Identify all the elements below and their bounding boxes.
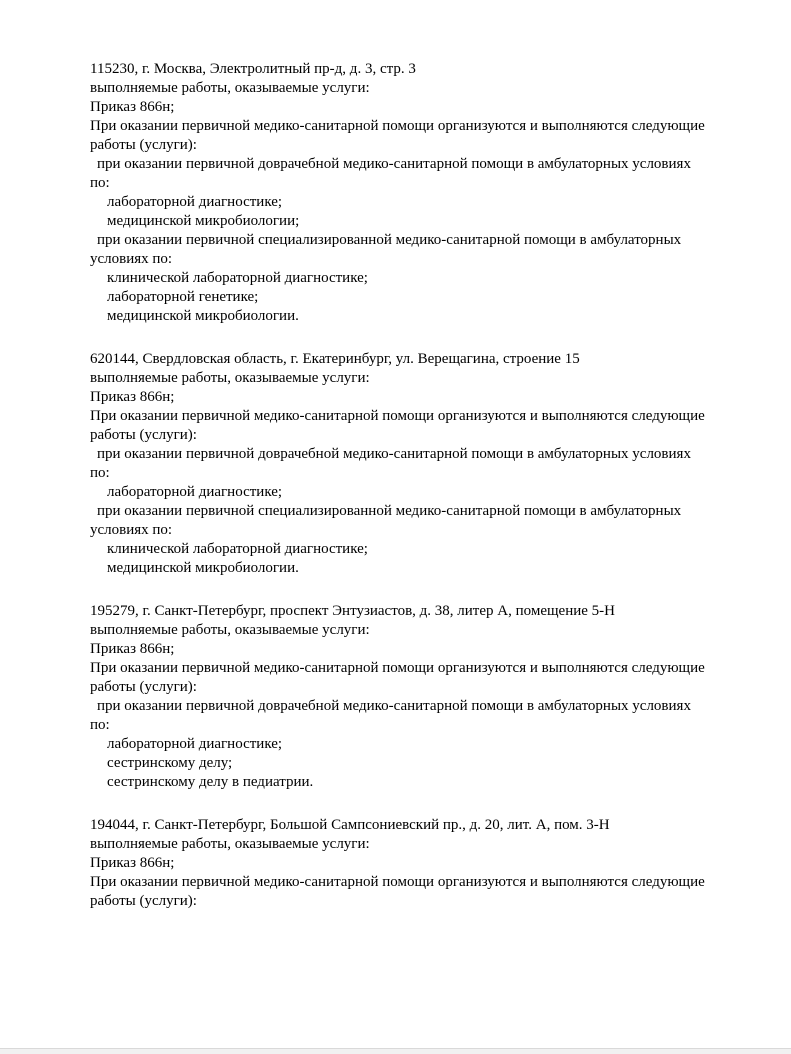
specialized-care-line: условиях по: xyxy=(90,522,173,538)
pre-medical-care-line: при оказании первичной доврачебной медико-санитарной помощи в амбулаторных условиях xyxy=(97,698,691,714)
service-item: сестринскому делу в педиатрии. xyxy=(107,774,314,790)
address-line: 115230, г. Москва, Электролитный пр-д, д. 3, стр. 3 xyxy=(90,61,416,77)
works-services-heading: выполняемые работы, оказываемые услуги: xyxy=(90,80,370,96)
works-services-heading: выполняемые работы, оказываемые услуги: xyxy=(90,370,370,386)
service-item: лабораторной диагностике; xyxy=(107,484,283,500)
pre-medical-care-line: по: xyxy=(90,175,110,191)
primary-care-intro-line: работы (услуги): xyxy=(90,893,197,909)
pre-medical-care-line: по: xyxy=(90,717,110,733)
works-services-heading: выполняемые работы, оказываемые услуги: xyxy=(90,836,370,852)
order-866n-ref: Приказ 866н; xyxy=(90,641,175,657)
order-866n-ref: Приказ 866н; xyxy=(90,99,175,115)
address-line: 195279, г. Санкт-Петербург, проспект Энтузиастов, д. 38, литер А, помещение 5-Н xyxy=(90,603,615,619)
address-block-ekaterinburg xyxy=(90,350,751,578)
service-item: лабораторной диагностике; xyxy=(107,194,283,210)
address-line: 620144, Свердловская область, г. Екатеринбург, ул. Верещагина, строение 15 xyxy=(90,351,580,367)
service-item: медицинской микробиологии. xyxy=(107,560,299,576)
service-item: клинической лабораторной диагностике; xyxy=(107,270,368,286)
order-866n-ref: Приказ 866н; xyxy=(90,855,175,871)
primary-care-intro-line: При оказании первичной медико-санитарной помощи организуются и выполняются следующие xyxy=(90,118,705,134)
pre-medical-care-line: по: xyxy=(90,465,110,481)
specialized-care-line: при оказании первичной специализированной медико-санитарной помощи в амбулаторных xyxy=(97,503,682,519)
address-line: 194044, г. Санкт-Петербург, Большой Сампсониевский пр., д. 20, лит. А, пом. 3-Н xyxy=(90,817,610,833)
primary-care-intro-line: При оказании первичной медико-санитарной помощи организуются и выполняются следующие xyxy=(90,874,705,890)
address-block-spb-sampsonievsky xyxy=(90,816,751,911)
specialized-care-line: условиях по: xyxy=(90,251,173,267)
address-block-moscow xyxy=(90,60,751,326)
service-item: клинической лабораторной диагностике; xyxy=(107,541,368,557)
specialized-care-line: при оказании первичной специализированной медико-санитарной помощи в амбулаторных xyxy=(97,232,682,248)
primary-care-intro-line: При оказании первичной медико-санитарной помощи организуются и выполняются следующие xyxy=(90,408,705,424)
service-item: медицинской микробиологии. xyxy=(107,308,299,324)
primary-care-intro-line: работы (услуги): xyxy=(90,137,197,153)
primary-care-intro-line: При оказании первичной медико-санитарной помощи организуются и выполняются следующие xyxy=(90,660,705,676)
pre-medical-care-line: при оказании первичной доврачебной медико-санитарной помощи в амбулаторных условиях xyxy=(97,446,691,462)
pre-medical-care-line: при оказании первичной доврачебной медико-санитарной помощи в амбулаторных условиях xyxy=(97,156,691,172)
service-item: лабораторной генетике; xyxy=(107,289,259,305)
service-item: сестринскому делу; xyxy=(107,755,233,771)
bottom-divider xyxy=(0,1048,791,1054)
primary-care-intro-line: работы (услуги): xyxy=(90,679,197,695)
address-blocks xyxy=(90,60,751,911)
service-item: медицинской микробиологии; xyxy=(107,213,300,229)
primary-care-intro-line: работы (услуги): xyxy=(90,427,197,443)
address-block-spb-entuziastov xyxy=(90,602,751,792)
order-866n-ref: Приказ 866н; xyxy=(90,389,175,405)
works-services-heading: выполняемые работы, оказываемые услуги: xyxy=(90,622,370,638)
service-item: лабораторной диагностике; xyxy=(107,736,283,752)
